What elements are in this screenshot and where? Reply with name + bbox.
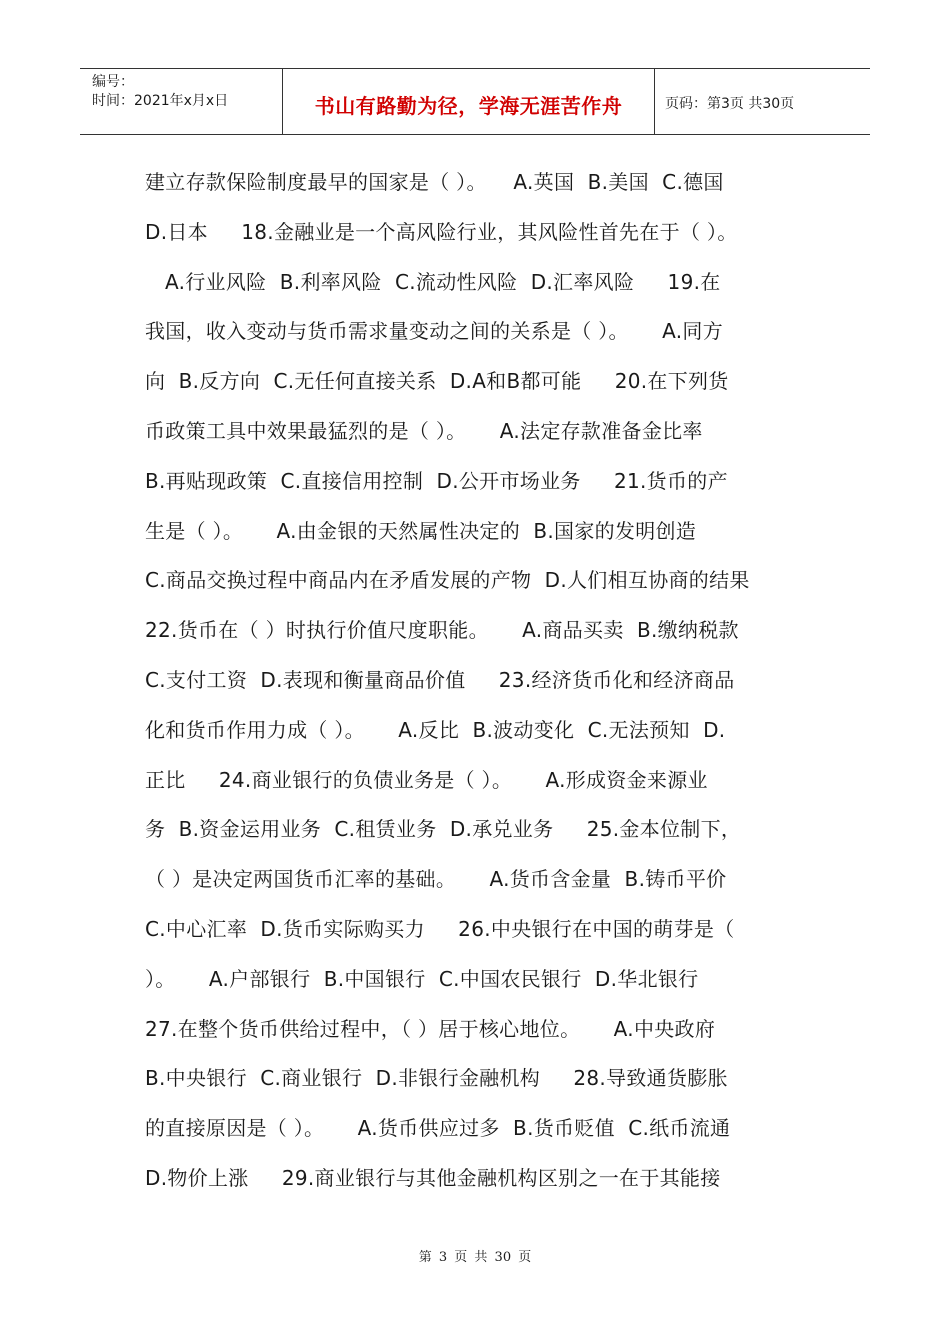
text-line: B.再贴现政策 C.直接信用控制 D.公开市场业务 21.货币的产 [145, 468, 728, 493]
document-time-label: 时间：2021年x月x日 [92, 93, 229, 109]
text-line: C.支付工资 D.表现和衡量商品价值 23.经济货币化和经济商品 [145, 667, 735, 692]
header-page-info: 页码：第3页 共30页 [665, 96, 795, 112]
text-line: 27.在整个货币供给过程中，（ ）居于核心地位。 A.中央政府 [145, 1016, 716, 1041]
text-line: 的直接原因是（ ）。 A.货币供应过多 B.货币贬值 C.纸币流通 [145, 1116, 731, 1141]
text-line: 化和货币作用力成（ ）。 A.反比 B.波动变化 C.无法预知 D. [145, 717, 726, 742]
text-line: D.物价上涨 29.商业银行与其他金融机构区别之一在于其能接 [145, 1165, 721, 1190]
header-motto: 书山有路勤为径，学海无涯苦作舟 [283, 69, 655, 134]
document-body [145, 158, 810, 1204]
text-line: B.中央银行 C.商业银行 D.非银行金融机构 28.导致通货膨胀 [145, 1066, 728, 1091]
text-line: 22.货币在（ ）时执行价值尺度职能。 A.商品买卖 B.缴纳税款 [145, 618, 739, 643]
text-line: C.中心汇率 D.货币实际购买力 26.中央银行在中国的萌芽是（ [145, 916, 735, 941]
page-header [80, 68, 870, 135]
document-number-label: 编号： [92, 74, 134, 90]
text-line: A.行业风险 B.利率风险 C.流动性风险 D.汇率风险 19.在 [145, 269, 721, 294]
page-footer: 第 3 页 共 30 页 [418, 1250, 532, 1265]
text-line: C.商品交换过程中商品内在矛盾发展的产物 D.人们相互协商的结果 [145, 568, 750, 593]
header-meta [80, 69, 283, 134]
text-line: 正比 24.商业银行的负债业务是（ ）。 A.形成资金来源业 [145, 767, 708, 792]
text-line: 生是（ ）。 A.由金银的天然属性决定的 B.国家的发明创造 [145, 518, 697, 543]
text-line: （ ）是决定两国货币汇率的基础。 A.货币含金量 B.铸币平价 [145, 867, 727, 892]
text-line: ）。 A.户部银行 B.中国银行 C.中国农民银行 D.华北银行 [145, 966, 699, 991]
text-line: 币政策工具中效果最猛烈的是（ ）。 A.法定存款准备金比率 [145, 418, 703, 443]
text-line: D.日本 18.金融业是一个高风险行业，其风险性首先在于（ ）。 [145, 219, 738, 244]
text-line: 向 B.反方向 C.无任何直接关系 D.A和B都可能 20.在下列货 [145, 369, 729, 394]
text-line: 我国，收入变动与货币需求量变动之间的关系是（ ）。 A.同方 [145, 319, 724, 344]
text-line: 务 B.资金运用业务 C.租赁业务 D.承兑业务 25.金本位制下， [145, 817, 742, 842]
text-line: 建立存款保险制度最早的国家是（ ）。 A.英国 B.美国 C.德国 [145, 170, 724, 194]
